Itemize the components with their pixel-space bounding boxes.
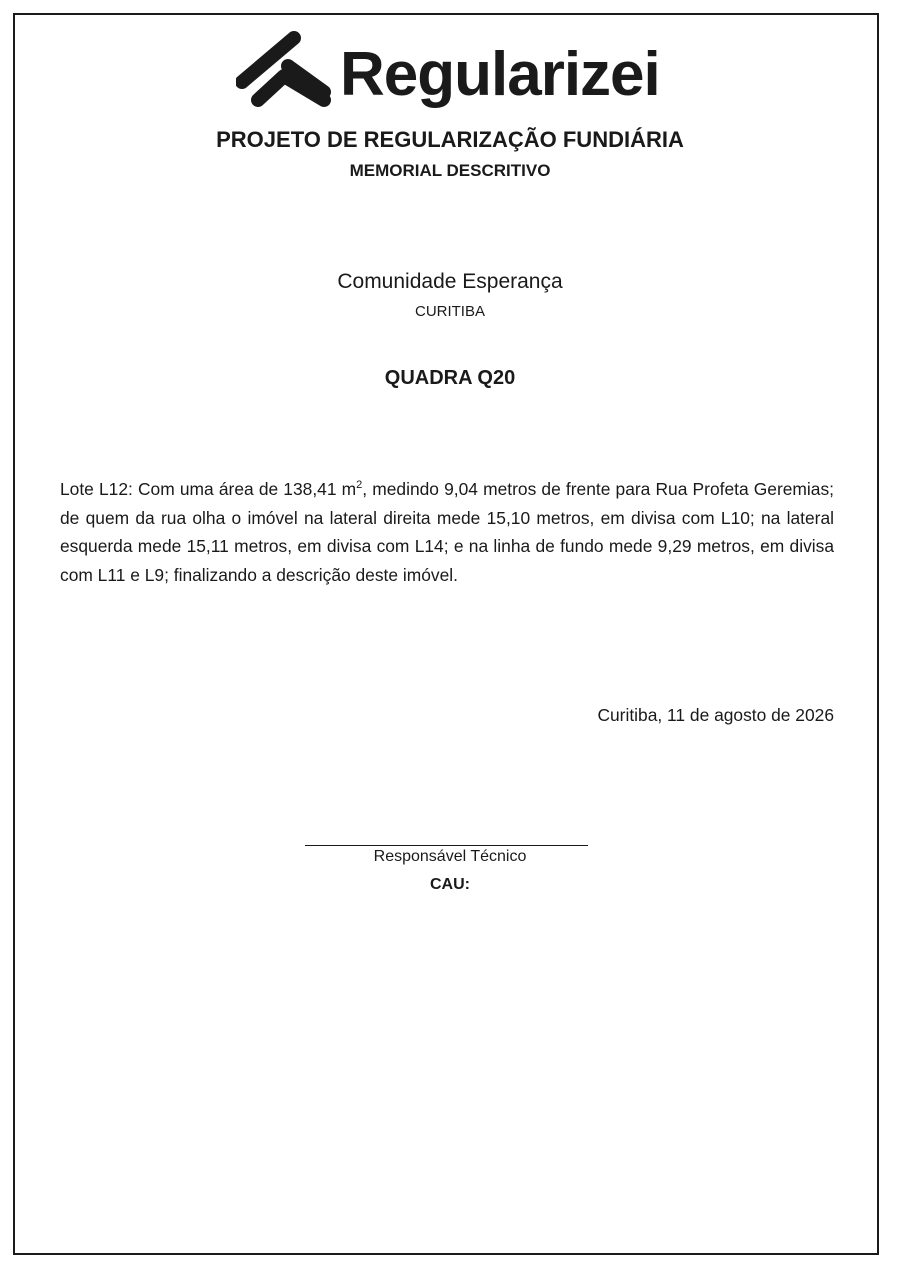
page-frame	[13, 13, 879, 1255]
unit-exponent: 2	[356, 479, 363, 492]
date-line: Curitiba, 11 de agosto de 2026	[597, 705, 834, 725]
lot-description	[60, 475, 834, 589]
description-part-2: , medindo 9,04 metros de frente para Rua Profeta Geremias; de quem da rua olha o imóvel na lateral direita mede 15,10 metros, em divisa com L10; na lateral esquerda mede 15,11 metros, em divisa com L14; e na linha de fundo mede 9,29 metros, em divisa com L11 e L9; finalizando a descrição deste imóvel.	[60, 479, 834, 585]
brand-wordmark: Regularizei	[340, 40, 660, 109]
regularizei-logo	[236, 30, 666, 114]
city-name: CURITIBA	[414, 303, 485, 320]
block-heading: QUADRA Q20	[384, 367, 516, 389]
document-title: PROJETO DE REGULARIZAÇÃO FUNDIÁRIA	[216, 127, 684, 152]
community-name: Comunidade Esperança	[337, 270, 563, 293]
signature-line	[305, 845, 588, 846]
roof-chevron-icon	[236, 30, 336, 114]
signature-role: Responsável Técnico	[373, 848, 527, 865]
signature-registry: CAU:	[430, 876, 470, 893]
document-subtitle: MEMORIAL DESCRITIVO	[349, 161, 551, 180]
description-part-1: Lote L12: Com uma área de 138,41 m	[60, 479, 357, 499]
